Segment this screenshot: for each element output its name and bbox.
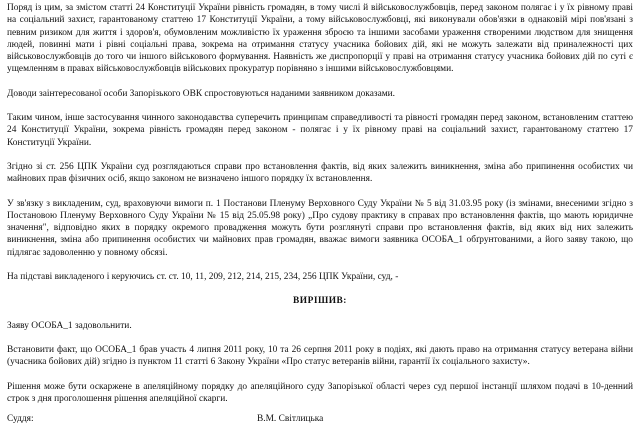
decision-heading: ВИРІШИВ: <box>293 296 347 307</box>
paragraph-article-256: Згідно зі ст. 256 ЦПК України суд розглядаються справи про встановлення фактів, від яких залежить виникнення, зміна або припинення особистих чи майнових прав фізичних осіб, якщо законом не визначено іншого порядку їх встановлення. <box>7 161 633 185</box>
decision-appeal-notice: Рішення може бути оскаржене в апеляційному порядку до апеляційного суду Запорізької області через суд першої інстанції шляхом подачі в 10-денний строк з дня проголошення рішення апеляційної скарги. <box>7 381 633 404</box>
signature-row <box>7 413 633 426</box>
decision-fact-established: Встановити факт, що ОСОБА_1 брав участь 4 липня 2011 року, 10 та 26 серпня 2011 року в подіях, які дають право на отримання статусу ветерана війни (учасника бойових дій) згідно із пунктом 11 статті 6 Закону України «Про статус ветеранів війни, гарантії їх соціального захисту». <box>7 344 633 368</box>
judge-label: Суддя: <box>7 414 34 425</box>
paragraph-legal-basis: На підставі викладеного і керуючись ст. ст. 10, 11, 209, 212, 214, 215, 234, 256 ЦПК України, суд, - <box>7 272 399 283</box>
paragraph-plenum-resolution: У зв'язку з викладеним, суд, враховуючи вимоги п. 1 Постанови Пленуму Верховного Суду України № 5 від 31.03.95 року (із змінами, внесеними згідно з Постановою Пленуму Верховного Суду України № 15 від 25.05.98 року) „Про судову практику в справах про встановлення фактів, що мають юридичне значення", відповідно яких в порядку окремого провадження можуть бути розглянуті справи про встановлення фактів, від яких від них залежить виникнення, зміна або припинення особистих чи майнових прав громадян, вважає вимоги заявника ОСОБА_1 обґрунтованими, а його заяву такою, що підлягає задоволенню у повному обсязі. <box>7 198 633 258</box>
decision-grant: Заяву ОСОБА_1 задовольнити. <box>7 320 132 331</box>
paragraph-equality: Поряд із цим, за змістом статті 24 Конституції України рівність громадян, в тому числі й військовослужбовців, перед законом полягає і у їх рівному праві на соціальний захист, гарантованому статтею 17 Конституції України, а тому військовослужбовці, які виконували обов'язки в однаковій мірі пов'язані з певним ризиком для життя і здоров'я, обумовленим можливістю їх ураження зброєю та іншими засобами ураження створеними людством для знищення людей, повинні мати і рівні соціальні права, зокрема на отримання статусу учасника бойових дій, які не можуть залежати від приналежності цих військовослужбовців до того чи іншого військового формування. Наявність же диспропорції у праві на отримання статусу учасника бойових дій по суті є ущемленням в правах військовослужбовців військових прокуратур порівняно з іншими військовослужбовцями. <box>7 3 633 75</box>
judge-name: В.М. Світлицька <box>257 414 324 425</box>
paragraph-arguments-refuted: Доводи заінтересованої особи Запорізького ОВК спростовуються наданими заявником доказами. <box>7 88 396 99</box>
paragraph-conclusion: Таким чином, інше застосування чинного законодавства суперечить принципам справедливості та рівності громадян перед законом, встановленим статтею 24 Конституції України, зокрема рівність громадян перед законом - полягає і у їх рівному праві на соціальний захист, гарантованому статтею 17 Конституції України. <box>7 113 633 148</box>
